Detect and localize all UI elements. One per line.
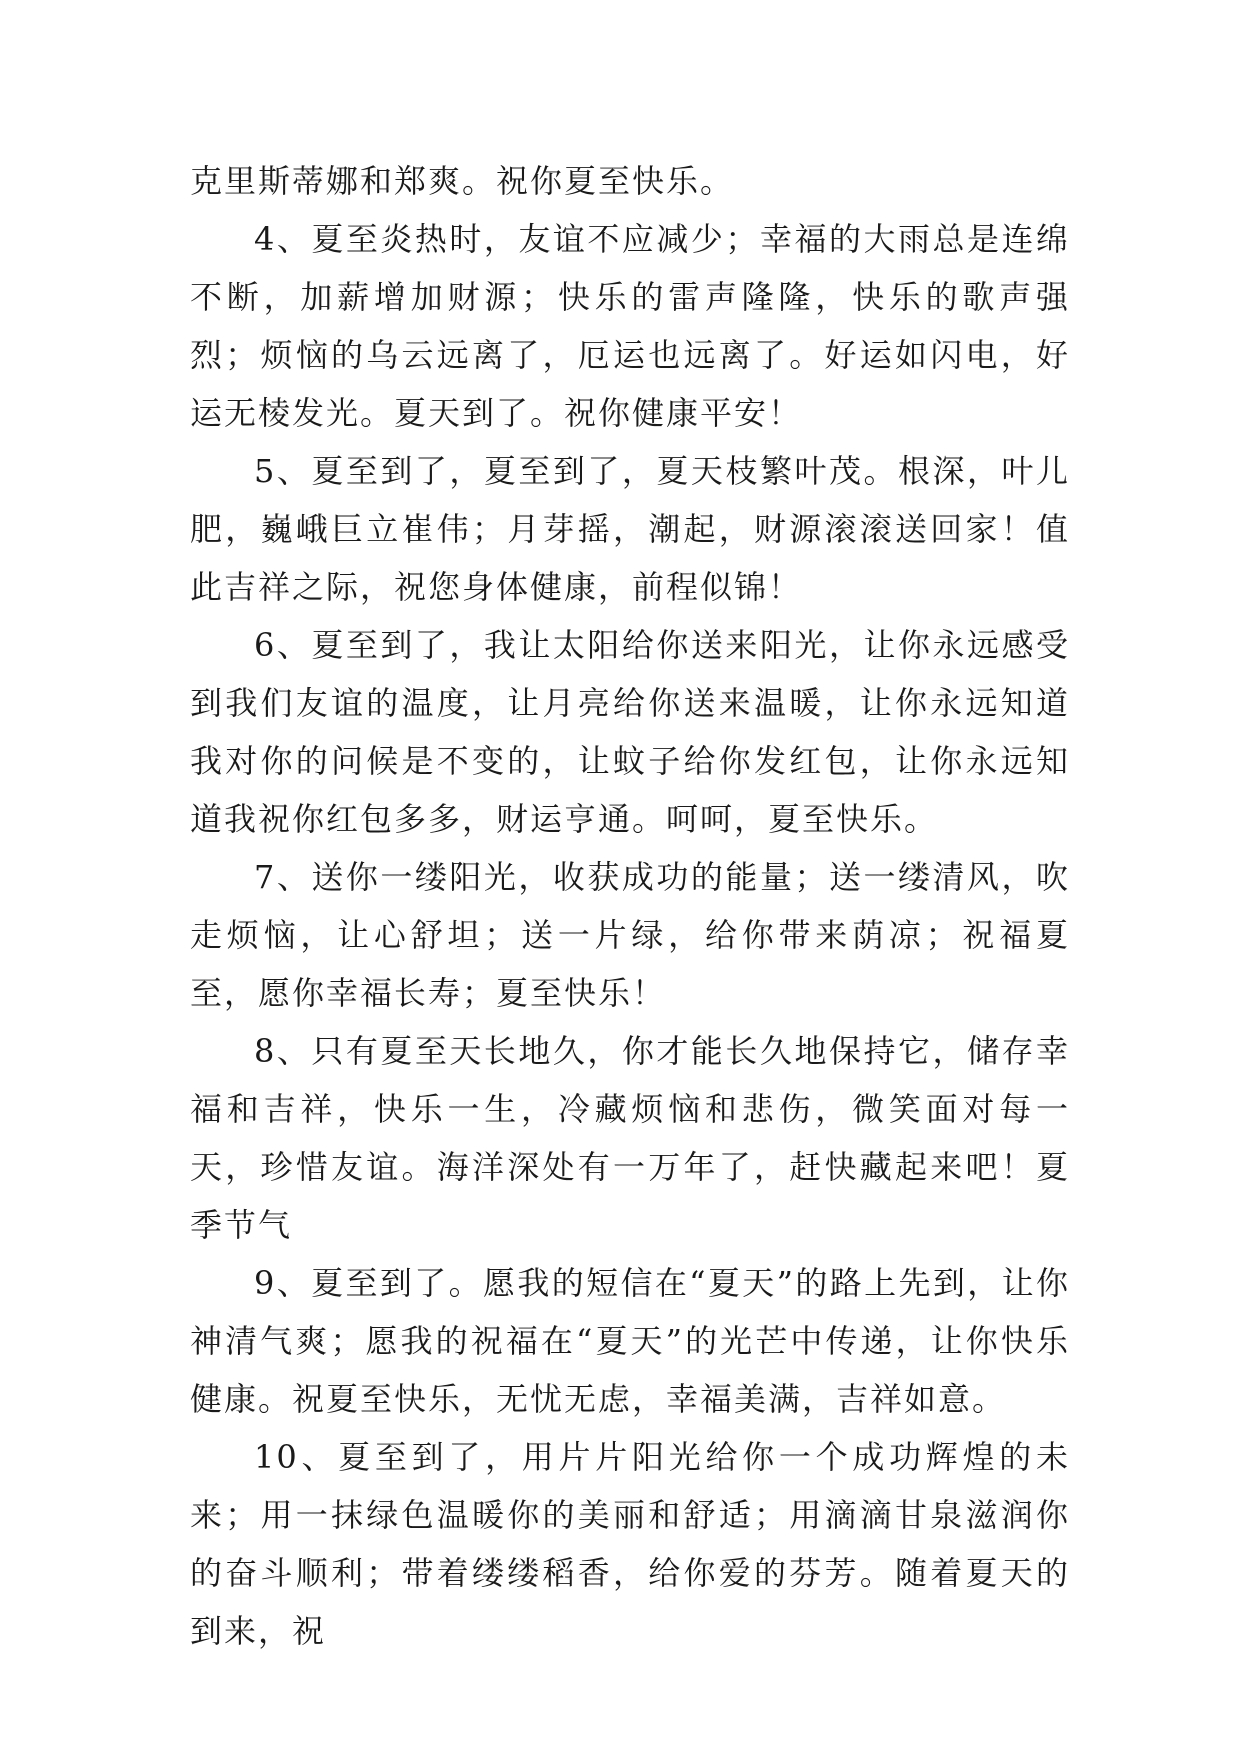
paragraph-item-5: 5、夏至到了，夏至到了，夏天枝繁叶茂。根深，叶儿肥，巍峨巨立崔伟；月芽摇，潮起，财源滚滚送回家！值此吉祥之际，祝您身体健康，前程似锦！: [190, 452, 1070, 606]
paragraph-item-6: 6、夏至到了，我让太阳给你送来阳光，让你永远感受到我们友谊的温度，让月亮给你送来温暖，让你永远知道我对你的问候是不变的，让蚊子给你发红包，让你永远知道我祝你红包多多，财运亨通。呵呵，夏至快乐。: [190, 626, 1070, 838]
paragraph-item-4: 4、夏至炎热时，友谊不应减少；幸福的大雨总是连绵不断，加薪增加财源；快乐的雷声隆隆，快乐的歌声强烈；烦恼的乌云远离了，厄运也远离了。好运如闪电，好运无棱发光。夏天到了。祝你健康平安！: [190, 220, 1070, 432]
document-body: [190, 152, 1070, 1660]
paragraph-item-8: 8、只有夏至天长地久，你才能长久地保持它，储存幸福和吉祥，快乐一生，冷藏烦恼和悲伤，微笑面对每一天，珍惜友谊。海洋深处有一万年了，赶快藏起来吧！夏季节气: [190, 1032, 1070, 1244]
paragraph-item-7: 7、送你一缕阳光，收获成功的能量；送一缕清风，吹走烦恼，让心舒坦；送一片绿，给你带来荫凉；祝福夏至，愿你幸福长寿；夏至快乐！: [190, 858, 1070, 1012]
paragraph-continuation: 克里斯蒂娜和郑爽。祝你夏至快乐。: [190, 162, 735, 200]
paragraph-item-10: 10、夏至到了，用片片阳光给你一个成功辉煌的未来；用一抹绿色温暖你的美丽和舒适；用滴滴甘泉滋润你的奋斗顺利；带着缕缕稻香，给你爱的芬芳。随着夏天的到来，祝: [190, 1438, 1070, 1650]
paragraph-item-9: 9、夏至到了。愿我的短信在“夏天”的路上先到，让你神清气爽；愿我的祝福在“夏天”的光芒中传递，让你快乐健康。祝夏至快乐，无忧无虑，幸福美满，吉祥如意。: [190, 1264, 1070, 1418]
